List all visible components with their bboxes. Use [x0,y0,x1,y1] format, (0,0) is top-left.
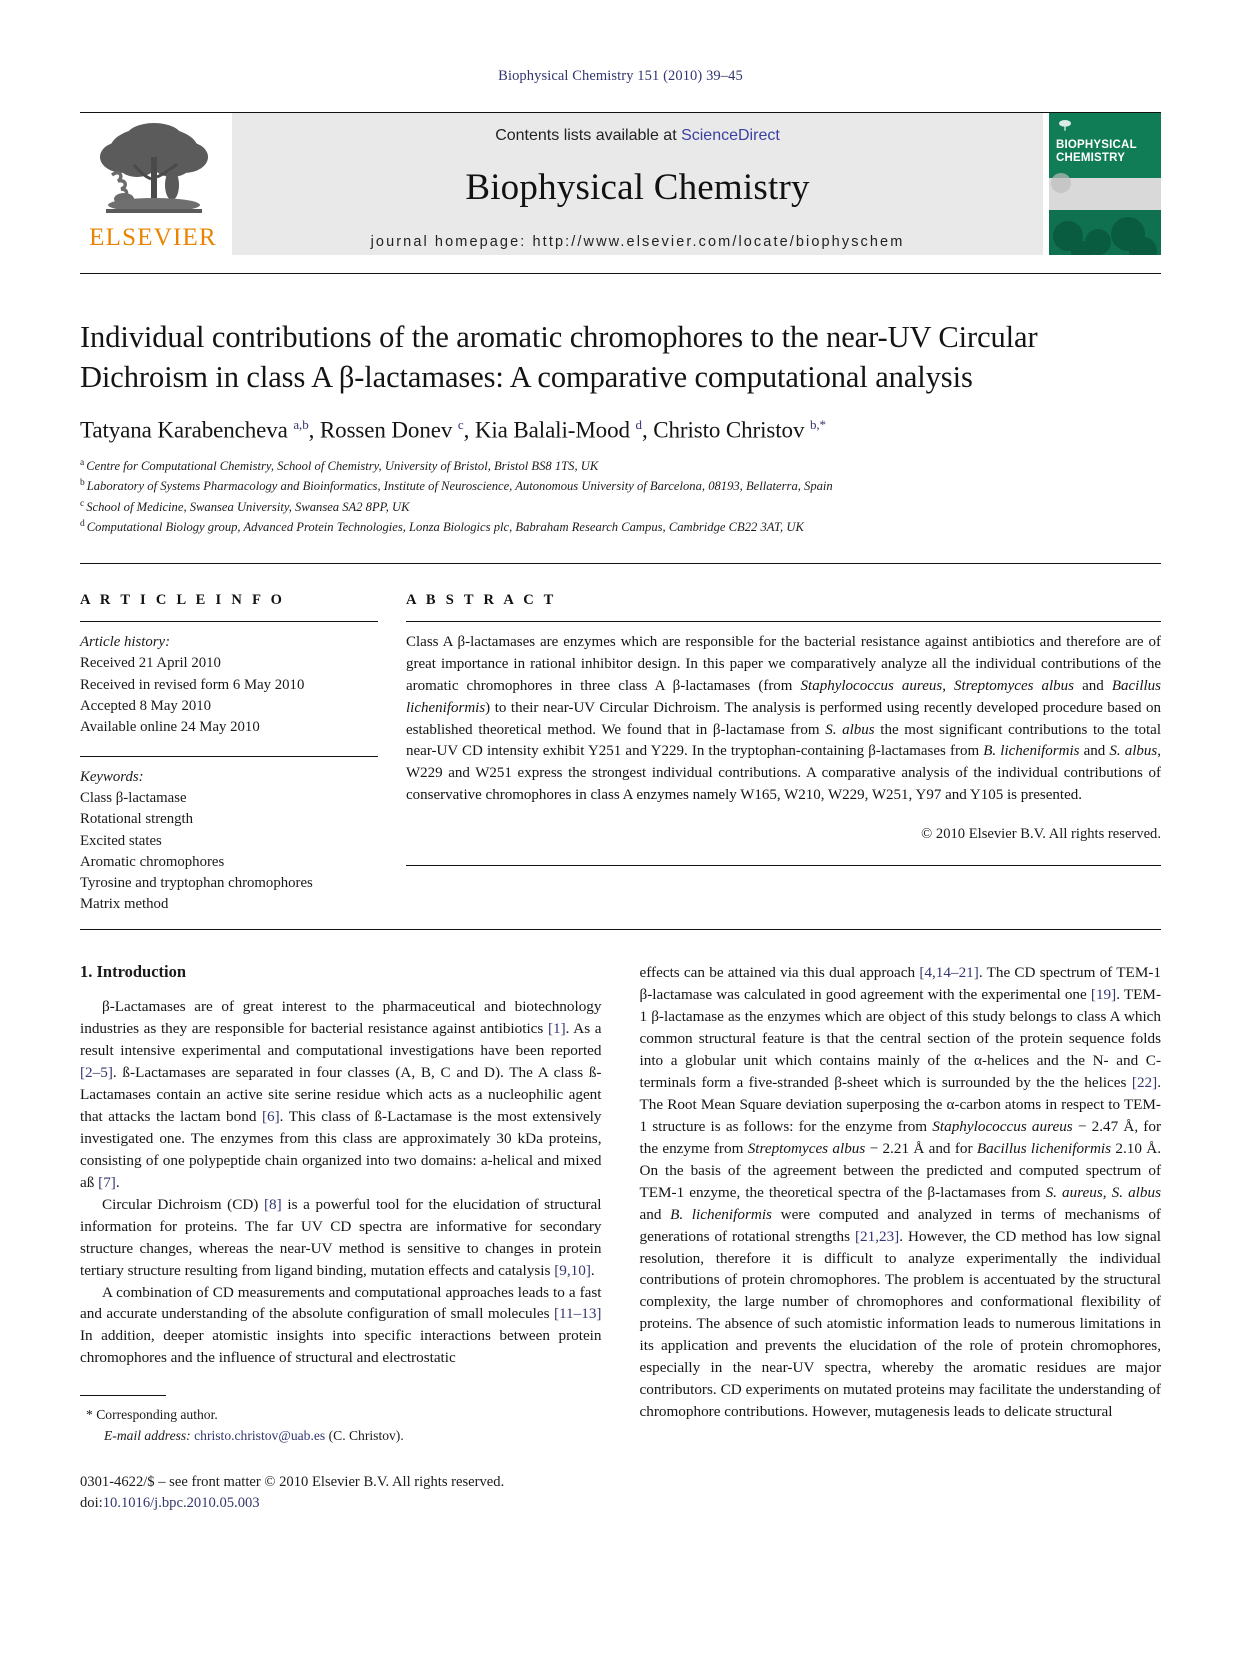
contents-available-line [495,127,780,145]
footnote-rule [80,1395,166,1396]
body-column-right [640,962,1162,1514]
abstract-text: Class A β-lactamases are enzymes which are responsible for the bacterial resistance against antibiotics and therefore are of great importance in rational inhibitor design. In this paper we comparatively analyze all the individual contributions of the aromatic chromophores in three class A β-lactamases (from Staphylococcus aureus, Streptomyces albus and Bacillus licheniformis) to their near-UV Circular Dichroism. The analysis is performed using recently developed procedure based on established theoretical method. We found that in β-lactamase from S. albus the most significant contributions to the total near-UV CD intensity exhibit Y251 and Y229. In the tryptophan-containing β-lactamases from B. licheniformis and S. albus, W229 and W251 express the strongest individual contributions. A comparative analysis of the individual contributions of conservative chromophores in class A enzymes namely W165, W210, W229, W251, Y97 and Y105 is presented. [406,634,1161,803]
info-abstract-row [80,564,1161,915]
keyword-item: Aromatic chromophores [80,853,225,870]
article-info-heading: A R T I C L E I N F O [80,592,286,609]
article-history-item: Available online 24 May 2010 [80,718,260,735]
corresponding-marker: * [86,1407,93,1423]
article-history-item: Received 21 April 2010 [80,655,221,672]
corresponding-text: Corresponding author. [96,1407,218,1423]
sciencedirect-link[interactable]: ScienceDirect [681,127,780,144]
affiliation-item [80,497,1161,517]
journal-homepage-line[interactable]: journal homepage: http://www.elsevier.com/locate/biophyschem [370,234,905,250]
article-history-item: Received in revised form 6 May 2010 [80,676,305,693]
abstract-column [406,564,1161,915]
contents-prefix: Contents lists available at [495,127,682,144]
section-heading-introduction: 1. Introduction [80,962,187,982]
email-note [80,1426,602,1446]
corresponding-author-note [80,1405,602,1425]
body-paragraph: A combination of CD measurements and computational approaches leads to a fast and accurate understanding of the absolute configuration of small molecules [11–13] In addition, deeper atomistic insights into specific interactions between protein chromophores and the influence of structural and electrostatic [80,1283,602,1367]
article-info-column [80,564,406,915]
elsevier-wordmark: ELSEVIER [89,224,217,251]
keywords-rule [80,756,378,757]
journal-title: Biophysical Chemistry [465,167,810,208]
imprint-front-matter: 0301-4622/$ – see front matter © 2010 Elsevier B.V. All rights reserved. [80,1474,505,1491]
affiliation-text: Computational Biology group, Advanced Protein Technologies, Lonza Biologics plc, Babraham Research Campus, Cambridge CB22 3AT, UK [86,520,804,535]
page-title: Individual contributions of the aromatic chromophores to the near-UV Circular Dichroism in class A β-lactamases: A comparative computational analysis [80,320,1038,394]
body-paragraph: β-Lactamases are of great interest to the pharmaceutical and biotechnology industries as they are responsible for bacterial resistance against antibiotics [1]. As a result intensive experimental and computational investigations have been reported [2–5]. ß-Lactamases are separated in four classes (A, B, C and D). The A class ß-Lactamases contain an active site serine residue which acts as a nucleophilic agent that attacks the lactam bond [6]. This class of ß-Lactamase is the most extensively investigated one. The enzymes from this class are approximately 30 kDa proteins, consisting of one polypeptide chain organized into two domains: a-helical and mixed aß [7]. [80,998,602,1191]
affiliation-item [80,456,1161,476]
imprint-doi [80,1493,602,1514]
body-column-left [80,962,602,1514]
journal-masthead [80,112,1161,255]
running-head: Biophysical Chemistry 151 (2010) 39–45 [498,68,743,84]
keyword-item: Excited states [80,832,162,849]
keyword-item: Class β-lactamase [80,790,187,807]
doi-prefix: doi: [80,1495,103,1512]
footnote-area [80,1395,602,1446]
elsevier-mark-icon [1057,118,1073,134]
elsevier-tree-icon [94,119,212,223]
affiliation-text: Centre for Computational Chemistry, School of Chemistry, University of Bristol, Bristol BS8 1TS, UK [86,459,599,474]
body-columns [80,962,1161,1514]
doi-link[interactable]: 10.1016/j.bpc.2010.05.003 [102,1495,260,1512]
affiliation-list [80,456,1161,537]
affiliation-item [80,517,1161,537]
abstract-rule [406,621,1161,622]
email-link[interactable]: christo.christov@uab.es [194,1427,326,1443]
affiliation-text: Laboratory of Systems Pharmacology and Bioinformatics, Institute of Neuroscience, Autonomous University of Barcelona, 08193, Bellaterra, Spain [86,479,833,494]
affiliation-text: School of Medicine, Swansea University, Swansea SA2 8PP, UK [86,499,410,514]
keywords-label: Keywords: [80,769,144,786]
abstract-heading: A B S T R A C T [406,592,557,609]
keyword-item: Matrix method [80,895,169,912]
email-suffix: (C. Christov). [328,1427,404,1443]
body-paragraph: Circular Dichroism (CD) [8] is a powerful tool for the elucidation of structural information for proteins. The far UV CD spectra are informative for secondary structure changes, whereas the near-UV method is sensitive to changes in protein tertiary structure resulting from ligand binding, mutation effects and catalysis [9,10]. [80,1195,602,1279]
keywords-block [80,767,378,915]
keyword-item: Tyrosine and tryptophan chromophores [80,874,313,891]
cover-journal-title: BIOPHYSICAL CHEMISTRY [1056,139,1137,164]
masthead-bottom-rule [80,273,1161,274]
abstract-copyright: © 2010 Elsevier B.V. All rights reserved. [921,825,1161,842]
article-history-item: Accepted 8 May 2010 [80,697,212,714]
email-label: E-mail address: [104,1427,191,1443]
keyword-item: Rotational strength [80,811,194,828]
body-top-divider [80,929,1161,930]
affiliation-item [80,476,1161,496]
journal-cover-thumbnail [1049,113,1161,255]
imprint-block [80,1472,602,1514]
affiliation-marker: a [80,457,85,468]
article-history-label: Article history: [80,634,170,651]
author-list: Tatyana Karabencheva $^{a,b}$, Rossen Donev $^c$, Kia Balali-Mood $^d$, Christo Christov $^{b,*}$ [80,417,826,443]
affiliation-marker: c [80,498,85,509]
affiliation-marker: b [80,478,85,489]
elsevier-logo [80,113,226,255]
article-info-rule [80,621,378,622]
affiliation-marker: d [80,518,85,529]
abstract-bottom-rule [406,865,1161,866]
masthead-center-panel [232,113,1043,255]
body-paragraph: effects can be attained via this dual approach [4,14–21]. The CD spectrum of TEM-1 β-lactamase was calculated in good agreement with the experimental one [19]. TEM-1 β-lactamase as the enzymes which are object of this study belongs to class A which common structural feature is that the central section of the protein sequence folds into a globular unit which contains mainly of the α-helices and the N- and C-terminals form a five-stranded β-sheet which is surrounded by the the helices [22]. The Root Mean Square deviation superposing the α-carbon atoms in respect to TEM-1 structure is as follows: for the enzyme from Staphylococcus aureus − 2.47 Å, for the enzyme from Streptomyces albus − 2.21 Å and for Bacillus licheniformis 2.10 Å. On the basis of the agreement between the predicted and computed spectrum of TEM-1 enzyme, the theoretical spectra of the β-lactamases from S. aureus, S. albus and B. licheniformis were computed and analyzed in terms of mechanisms of generations of rotational strengths [21,23]. However, the CD method has low signal resolution, therefore it is difficult to analyze experimentally the individual contributions of protein chromophores. The problem is accentuated by the structural complexity, the large number of chromophores and conformational flexibility of proteins. The absence of such atomistic information leads to numerous limitations in its application and prevents the elucidation of the role of protein chromophores, especially in the near-UV spectra, whereby the aromatic residues are major contributors. CD experiments on mutated proteins may facilitate the understanding of chromophore contributions. However, mutagenesis leads to delicate structural [639,964,1161,1421]
